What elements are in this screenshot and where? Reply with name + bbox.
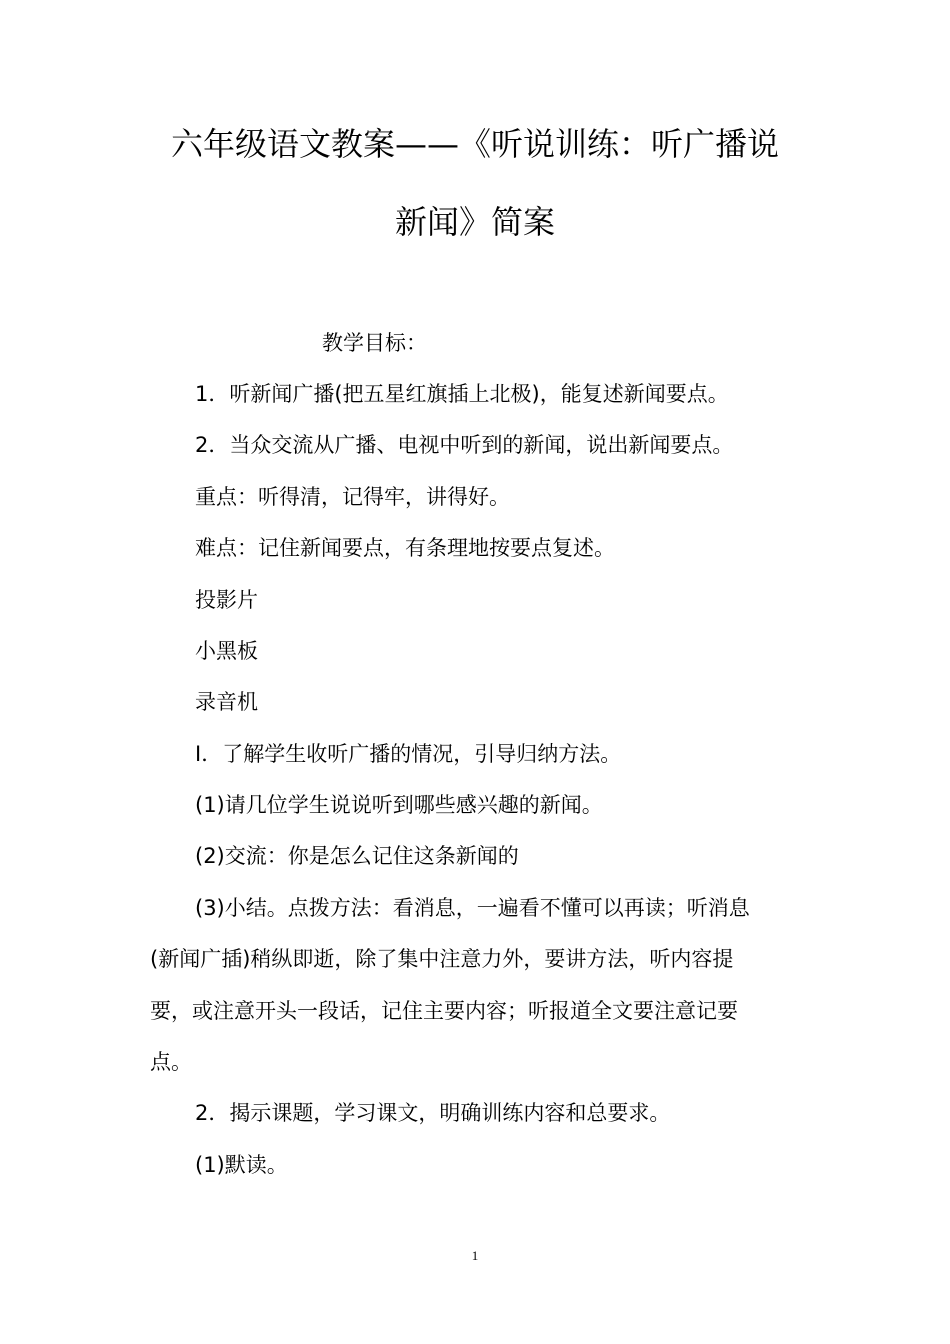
step-1-heading: I．了解学生收听广播的情况，引导归纳方法。 (195, 742, 622, 766)
difficult-point: 难点：记住新闻要点，有条理地按要点复述。 (195, 536, 615, 560)
step-2-heading: 2．揭示课题，学习课文，明确训练内容和总要求。 (195, 1101, 671, 1125)
material-projector-slides: 投影片 (195, 588, 258, 612)
step-1-item-1: (1)请几位学生说说听到哪些感兴趣的新闻。 (195, 793, 603, 817)
objective-1: 1．听新闻广播(把五星红旗插上北极)，能复述新闻要点。 (195, 382, 729, 406)
step-1-item-3-line-2: (新闻广插)稍纵即逝，除了集中注意力外，要讲方法，听内容提 (150, 947, 734, 971)
objective-2: 2．当众交流从广播、电视中听到的新闻，说出新闻要点。 (195, 433, 734, 457)
step-1-item-2: (2)交流：你是怎么记住这条新闻的 (195, 844, 519, 868)
step-2-item-1: (1)默读。 (195, 1153, 288, 1177)
step-1-item-3-line-4: 点。 (150, 1050, 192, 1074)
document-title-line-1: 六年级语文教案——《听说训练：听广播说 (170, 125, 779, 163)
page-number: 1 (471, 1248, 479, 1263)
step-1-item-3-line-1: (3)小结。点拨方法：看消息，一遍看不懂可以再读；听消息 (195, 896, 750, 920)
material-small-blackboard: 小黑板 (195, 639, 258, 663)
key-point: 重点：听得清，记得牢，讲得好。 (195, 485, 510, 509)
step-1-item-3-line-3: 要，或注意开头一段话，记住主要内容；听报道全文要注意记要 (150, 999, 738, 1023)
document-title-line-2: 新闻》简案 (394, 203, 555, 241)
material-recorder: 录音机 (195, 690, 258, 714)
objectives-heading: 教学目标： (322, 331, 427, 355)
